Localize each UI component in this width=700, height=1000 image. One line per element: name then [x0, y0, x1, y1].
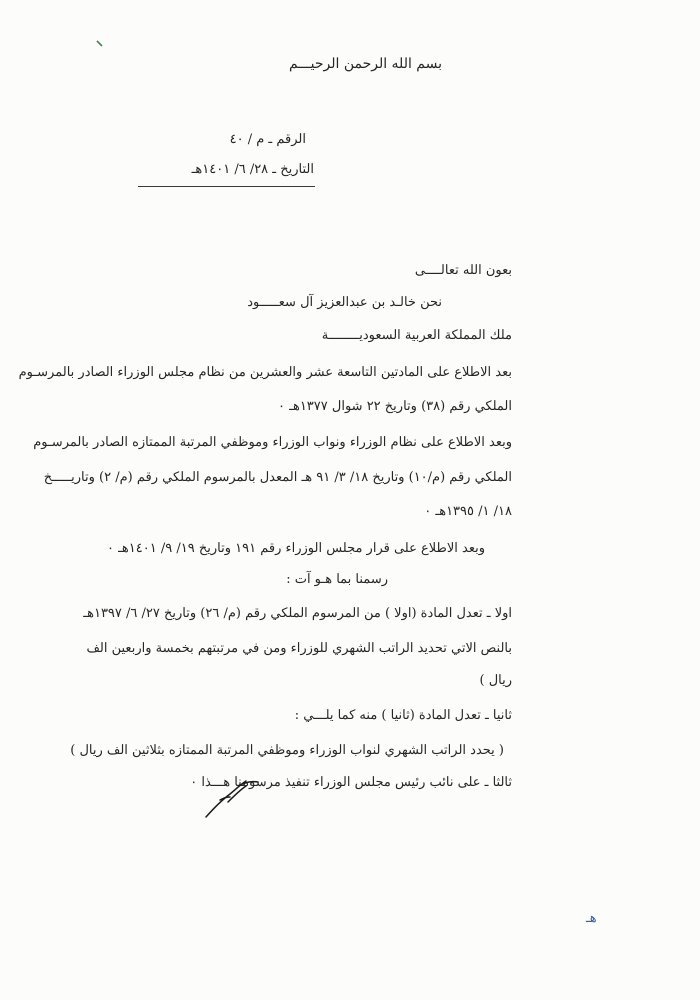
signature-scribble — [196, 770, 276, 822]
footer-mark: هـ — [586, 911, 597, 926]
article-two: ثانيا ـ تعدل المادة (ثانيا ) منه كما يلـــي : — [294, 708, 512, 723]
reference-number: الرقم ـ م / ٤٠ — [229, 132, 306, 147]
body-line: الملكي رقم (٣٨) وتاريخ ٢٢ شوال ١٣٧٧هـ ٠ — [278, 399, 512, 414]
body-line: ريال ) — [479, 673, 512, 688]
body-line: ١٨/ ١/ ١٣٩٥هـ ٠ — [424, 504, 512, 519]
body-line: الملكي رقم (م/١٠) وتاريخ ١٨/ ٣/ ٩١ هـ المعدل بالمرسوم الملكي رقم (م/ ٢) وتاريـــــخ — [43, 470, 512, 485]
date-underline — [138, 186, 315, 187]
article-three: ثالثا ـ على نائب رئيس مجلس الوزراء تنفيذ مرسومنا هـــذا ٠ — [190, 775, 512, 790]
king-name-line: نحن خالـد بن عبدالعزيز آل سعـــــود — [247, 295, 442, 310]
document-date: التاريخ ـ ٢٨/ ٦/ ١٤٠١هـ — [191, 162, 314, 177]
body-line: وبعد الاطلاع على نظام الوزراء ونواب الوزراء وموظفي المرتبة الممتازه الصادر بالمرسـوم — [33, 435, 512, 450]
corner-mark-icon — [96, 40, 104, 48]
body-line: وبعد الاطلاع على قرار مجلس الوزراء رقم ١٩١ وتاريخ ١٩/ ٩/ ١٤٠١هـ ٠ — [107, 541, 485, 556]
king-title-line: ملك المملكة العربية السعوديــــــــة — [321, 328, 512, 343]
body-line: بعد الاطلاع على المادتين التاسعة عشر والعشرين من نظام مجلس الوزراء الصادر بالمرسـوم — [18, 365, 512, 380]
article-one: اولا ـ تعدل المادة (اولا ) من المرسوم الملكي رقم (م/ ٢٦) وتاريخ ٢٧/ ٦/ ١٣٩٧هـ — [83, 606, 512, 621]
body-line: بالنص الاتي تحديد الراتب الشهري للوزراء ومن في مرتبتهم بخمسة واربعين الف — [86, 641, 512, 656]
basmala: بسم الله الرحمن الرحيـــم — [288, 56, 442, 72]
decree-phrase: رسمنا بما هـو آت : — [286, 572, 388, 587]
opening-invocation: بعون الله تعالــــى — [414, 263, 512, 278]
body-line: ( يحدد الراتب الشهري لنواب الوزراء وموظفي المرتبة الممتازه بثلاثين الف ريال ) — [70, 743, 504, 758]
